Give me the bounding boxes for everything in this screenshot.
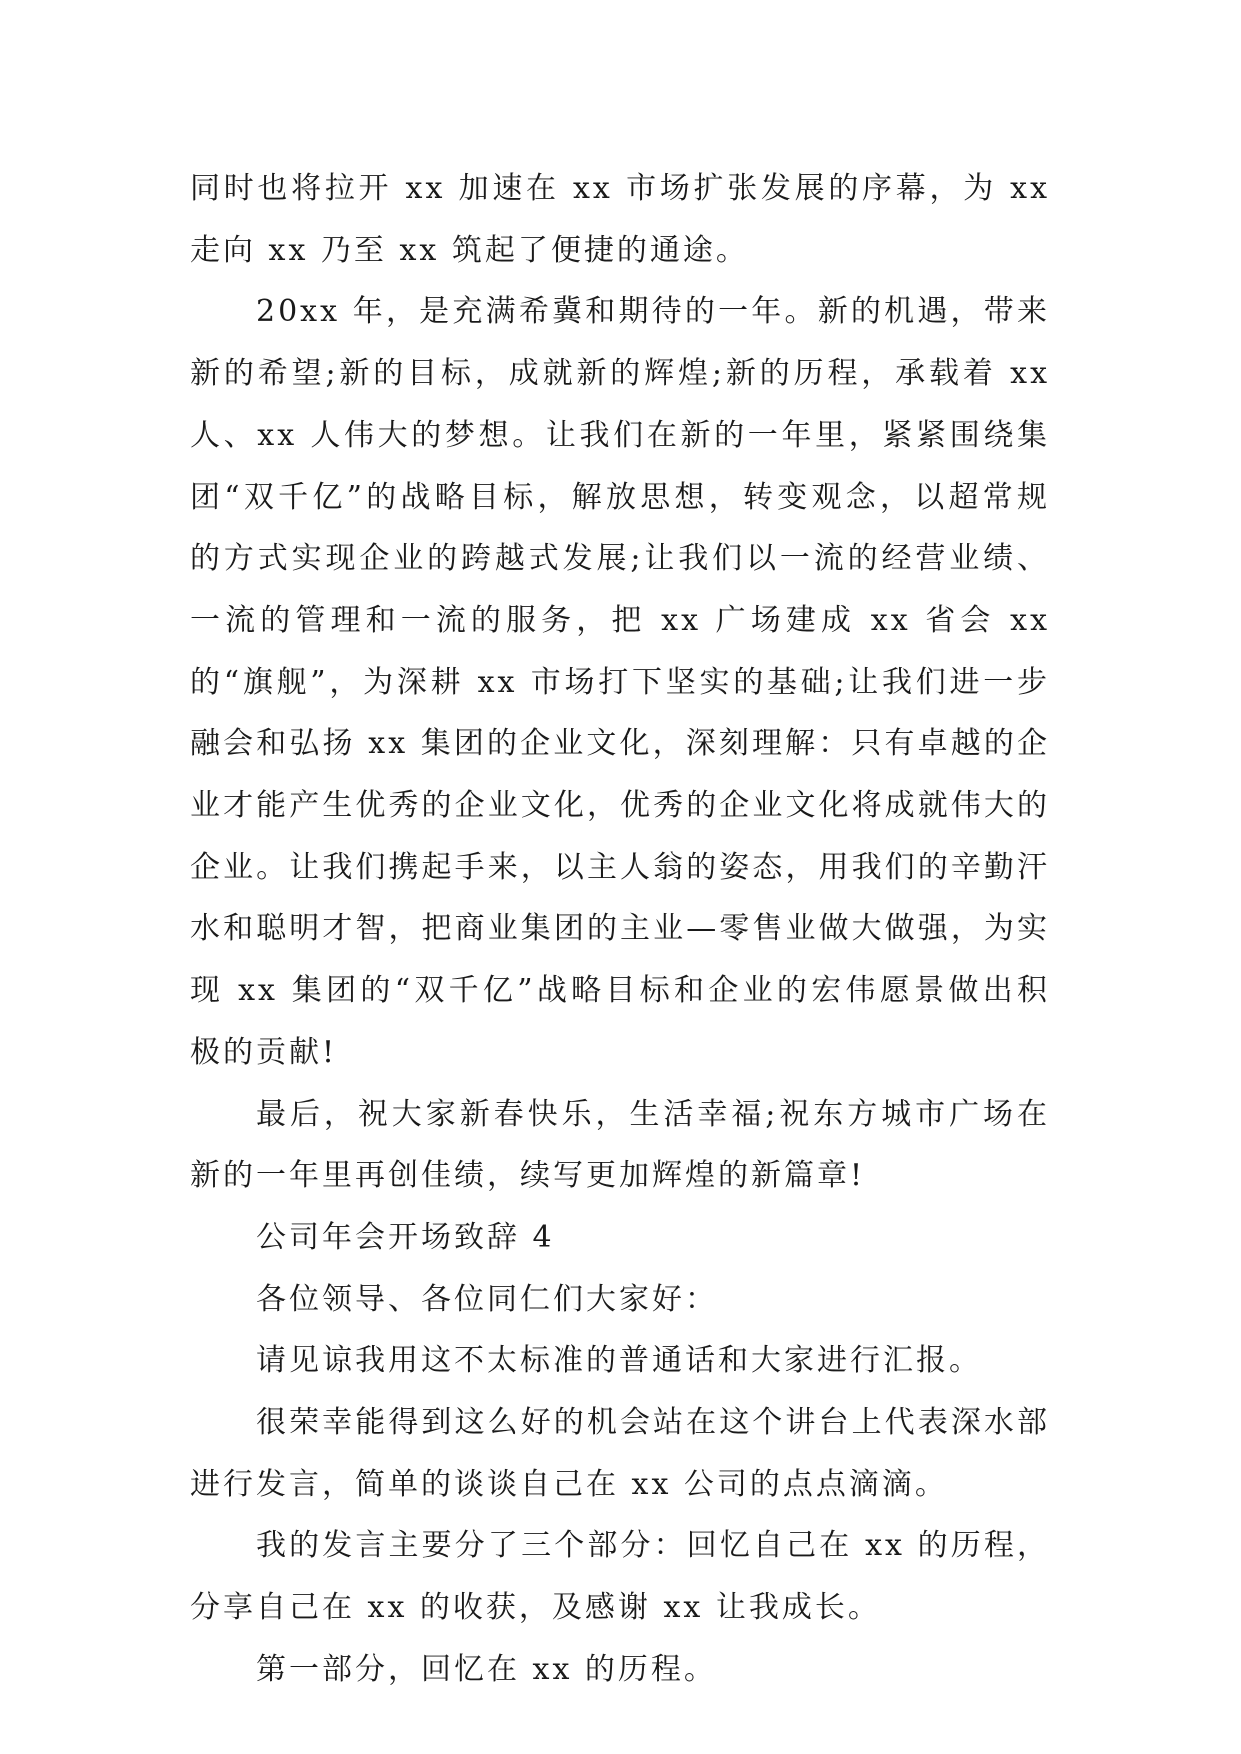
- paragraph-greeting: 各位领导、各位同仁们大家好：: [256, 1281, 718, 1317]
- paragraph-honored: 很荣幸能得到这么好的机会站在这个讲台上代表深水部进行发言，简单的谈谈自己在 xx 公司的点点滴滴。: [190, 1405, 1050, 1502]
- paragraph-part-one: 第一部分，回忆在 xx 的历程。: [256, 1651, 717, 1687]
- paragraph-continued: 同时也将拉开 xx 加速在 xx 市场扩张发展的序幕，为 xx 走向 xx 乃至 xx 筑起了便捷的通途。: [190, 171, 1050, 268]
- document-body: [190, 158, 1050, 1701]
- paragraph-outline: 我的发言主要分了三个部分：回忆自己在 xx 的历程，分享自己在 xx 的收获，及感谢 xx 让我成长。: [190, 1528, 1050, 1626]
- paragraph-closing-wishes: 最后，祝大家新春快乐，生活幸福;祝东方城市广场在新的一年里再创佳绩，续写更加辉煌的新篇章!: [190, 1096, 1050, 1194]
- paragraph-apology: 请见谅我用这不太标准的普通话和大家进行汇报。: [256, 1343, 982, 1379]
- section-heading: 公司年会开场致辞 4: [256, 1219, 555, 1255]
- paragraph-new-year-vision: 20xx 年，是充满希冀和期待的一年。新的机遇，带来新的希望;新的目标，成就新的辉煌;新的历程，承载着 xx 人、xx 人伟大的梦想。让我们在新的一年里，紧紧围绕集团“双千亿”的战略目标，解放思想，转变观念，以超常规的方式实现企业的跨越式发展;让我们以一流的经营业绩、一流的管理和一流的服务，把 xx 广场建成 xx 省会 xx 的“旗舰”，为深耕 xx 市场打下坚实的基础;让我们进一步融会和弘扬 xx 集团的企业文化，深刻理解：只有卓越的企业才能产生优秀的企业文化，优秀的企业文化将成就伟大的企业。让我们携起手来，以主人翁的姿态，用我们的辛勤汗水和聪明才智，把商业集团的主业—零售业做大做强，为实现 xx 集团的“双千亿”战略目标和企业的宏伟愿景做出积极的贡献!: [190, 294, 1050, 1070]
